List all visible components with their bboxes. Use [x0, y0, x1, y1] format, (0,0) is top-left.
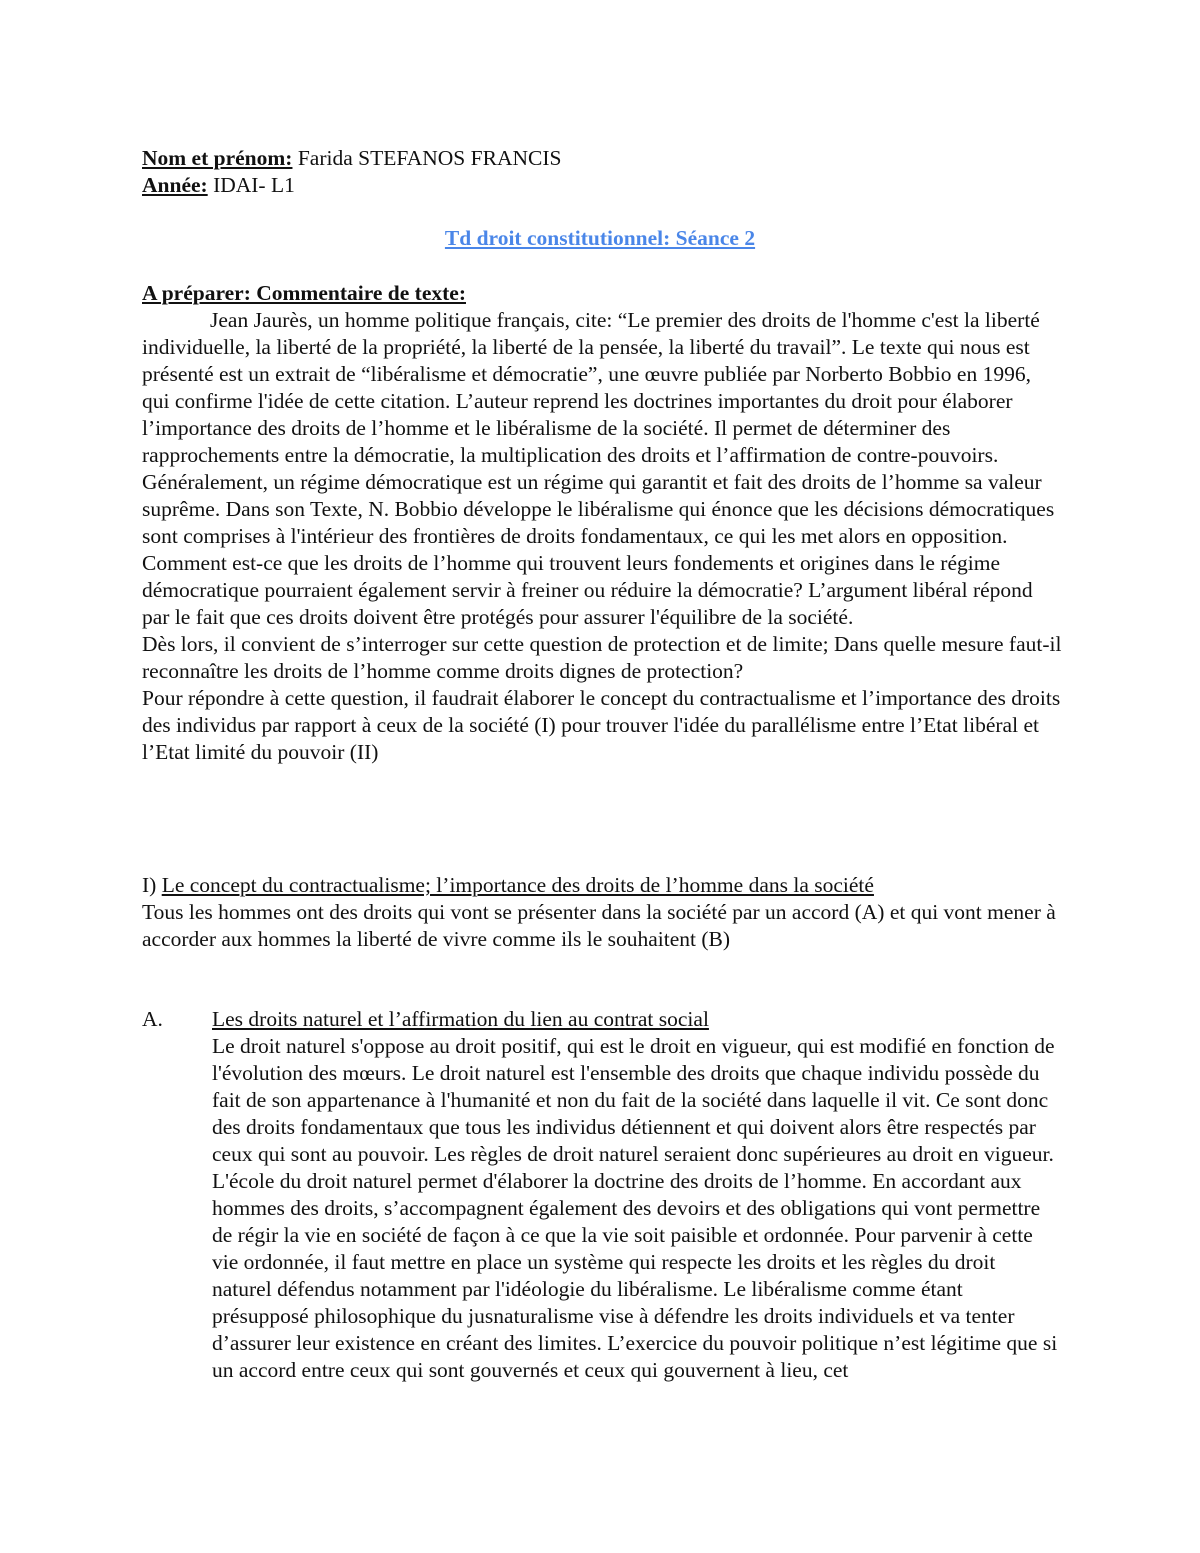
section-a-heading: Les droits naturel et l’affirmation du lien au contrat social: [212, 1007, 709, 1031]
header-block: [142, 145, 1062, 199]
intro-paragraph-2: Généralement, un régime démocratique est un régime qui garantit et fait des droits de l’homme sa valeur suprême. Dans son Texte, N. Bobbio développe le libéralisme qui énonce que les décisions démocratiques sont comprises à l'intérieur des frontières de droits fondamentaux, ce qui les met alors en opposition. Comment est-ce que les droits de l’homme qui trouvent leurs fondements et origines dans le régime démocratique pourraient également servir à freiner ou réduire la démocratie? L’argument libéral répond par le fait que ces droits doivent être protégés pour assurer l'équilibre de la société.: [142, 470, 1055, 629]
name-value: Farida STEFANOS FRANCIS: [292, 146, 562, 170]
part-1-block: [142, 872, 1062, 953]
section-a-text: Le droit naturel s'oppose au droit positif, qui est le droit en vigueur, qui est modifié en fonction de l'évolution des mœurs. Le droit naturel est l'ensemble des droits que chaque individu possède du fait de son appartenance à l'humanité et non du fait de la société dans laquelle il vit. Ce sont donc des droits fondamentaux que tous les individus détiennent et qui doivent alors être respectés par ceux qui sont au pouvoir. Les règles de droit naturel seraient donc supérieures au droit en vigueur. L'école du droit naturel permet d'élaborer la doctrine des droits de l’homme. En accordant aux hommes des droits, s’accompagnent également des devoirs et des obligations qui vont permettre de régir la vie en société de façon à ce que la vie soit paisible et ordonnée. Pour parvenir à cette vie ordonnée, il faut mettre en place un système qui respecte les droits et les règles du droit naturel défendus notamment par l'idéologie du libéralisme. Le libéralisme comme étant présupposé philosophique du jusnaturalisme vise à défendre les droits individuels et va tenter d’assurer leur existence en créant des limites. L’exercice du pouvoir politique n’est légitime que si un accord entre ceux qui sont gouvernés et ceux qui gouvernent à lieu, cet: [212, 1034, 1058, 1382]
year-value: IDAI- L1: [207, 173, 295, 197]
name-label: Nom et prénom:: [142, 146, 293, 170]
year-label: Année:: [142, 173, 208, 197]
page-title: Td droit constitutionnel: Séance 2: [444, 226, 756, 250]
intro-paragraph-4: Pour répondre à cette question, il faudrait élaborer le concept du contractualisme et l’importance des droits des individus par rapport à ceux de la société (I) pour trouver l'idée du parallélisme entre l’Etat libéral et l’Etat limité du pouvoir (II): [142, 686, 1061, 764]
part-1-text: Tous les hommes ont des droits qui vont se présenter dans la société par un accord (A) et qui vont mener à accorder aux hommes la liberté de vivre comme ils le souhaitent (B): [142, 900, 1056, 951]
intro-paragraph-3: Dès lors, il convient de s’interroger sur cette question de protection et de limite; Dans quelle mesure faut-il reconnaître les droits de l’homme comme droits dignes de protection?: [142, 632, 1062, 683]
intro-paragraph-1: Jean Jaurès, un homme politique français, cite: “Le premier des droits de l'homme c'est la liberté individuelle, la liberté de la propriété, la liberté de la pensée, la liberté du travail”. Le texte qui nous est présenté est un extrait de “libéralisme et démocratie”, une œuvre publiée par Norberto Bobbio en 1996, qui confirme l'idée de cette citation. L’auteur reprend les doctrines importantes du droit pour élaborer l’importance des droits de l’homme et le libéralisme de la société. Il permet de déterminer des rapprochements entre la démocratie, la multiplication des droits et l’affirmation de contre-pouvoirs.: [142, 308, 1040, 467]
part-1-heading-line: [142, 872, 1062, 899]
section-a-body: [212, 1006, 1060, 1384]
section-a-letter: A.: [142, 1007, 163, 1031]
part-1-number: I): [142, 873, 162, 897]
prep-heading: A préparer: Commentaire de texte:: [142, 281, 466, 305]
name-line: [142, 145, 1062, 172]
year-line: [142, 172, 1062, 199]
part-1-heading: Le concept du contractualisme; l’importance des droits de l’homme dans la société: [161, 873, 874, 897]
intro-block: [142, 280, 1062, 766]
